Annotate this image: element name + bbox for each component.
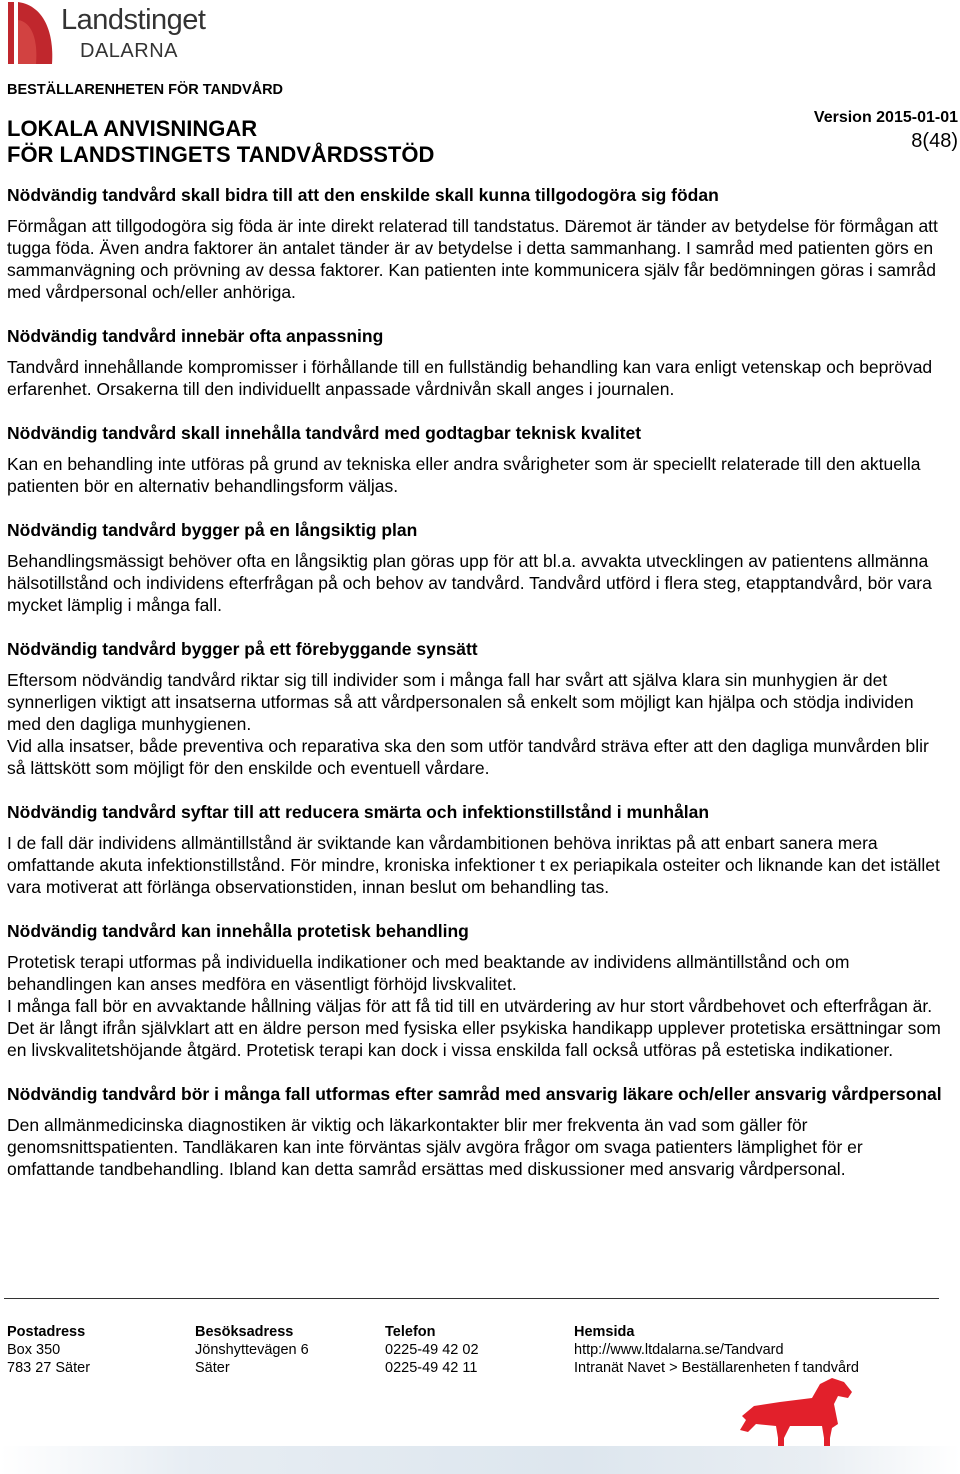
footer-label: Besöksadress [195,1324,294,1340]
section-paragraph: Vid alla insatser, både preventiva och reparativa ska den som utför tandvård sträva efter att den dagliga munvården blir så lättskött som möjligt för den enskilde och eventuell vårdare. [7,736,929,778]
section-consultation [7,1083,947,1180]
footer-visit-address [195,1323,309,1377]
section-heading: Nödvändig tandvård bygger på en långsiktig plan [7,520,418,540]
landstinget-logo [6,0,206,68]
section-heading: Nödvändig tandvård skall innehålla tandvård med godtagbar teknisk kvalitet [7,423,642,443]
footer-value: 0225-49 42 02 [385,1342,479,1358]
website-link[interactable]: http://www.ltdalarna.se/Tandvard [574,1342,784,1358]
intranet-path: Intranät Navet > Beställarenheten f tandvård [574,1360,859,1376]
landstinget-dalarna-logo-icon [6,0,58,68]
document-title [7,116,434,168]
section-heading: Nödvändig tandvård skall bidra till att den enskilde skall kunna tillgodogöra sig födan [7,185,719,205]
decorative-footer-band [0,1446,960,1474]
footer-value: Jönshyttevägen 6 [195,1342,309,1358]
footer-value: 0225-49 42 11 [385,1360,478,1376]
footer-label: Telefon [385,1324,436,1340]
section-paragraph: I många fall bör en avvaktande hållning väljas för att få tid till en utvärdering av hur stort vårdbehovet och efterfrågan är. [7,996,933,1016]
footer-postal-address [7,1323,90,1377]
title-line-1: LOKALA ANVISNINGAR [7,116,258,141]
document-body [7,184,947,1202]
section-heading: Nödvändig tandvård kan innehålla protetisk behandling [7,921,469,941]
section-paragraph: Tandvård innehållande kompromisser i förhållande till en fullständig behandling kan vara enligt vetenskap och beprövad erfarenhet. Orsakerna till den individuellt anpassade vårdnivån skall anges i journalen. [7,357,933,399]
footer-value: Box 350 [7,1342,61,1358]
dala-horse-icon [720,1376,870,1454]
footer-phone [385,1323,479,1377]
footer-value: Säter [195,1360,230,1376]
section-technical-quality [7,422,947,497]
section-paragraph: Protetisk terapi utformas på individuella indikationer och med beaktande av individens allmäntillstånd och om behandlingen kan anses medföra en väsentligt förhöjd livskvalitet. [7,952,850,994]
section-prosthetic [7,920,947,1061]
section-paragraph: Behandlingsmässigt behöver ofta en långsiktig plan göras upp för att bl.a. avvakta utvecklingen av patientens allmänna hälsotillstånd och individens efterfrågan på och behov av tandvård. Tandvård utförd i flera steg, etapptandvård, bör vara mycket lämplig i många fall. [7,551,932,615]
section-paragraph: Förmågan att tillgodogöra sig föda är inte direkt relaterad till tandstatus. Däremot är tänder av betydelse för förmågan att tugga föda. Även andra faktorer än antalet tänder är av betydelse i detta sammanhang. I samråd med patienten görs en sammanvägning och prövning av dessa faktorer. Kan patienten inte kommunicera själv får bedömningen göras i samråd med vårdpersonal och/eller anhöriga. [7,216,938,302]
section-paragraph: I de fall där individens allmäntillstånd är sviktande kan vårdambitionen behöva inriktas på att enbart sanera mera omfattande akuta infektionstillstånd. För mindre, kroniska infektioner t ex periapikala osteiter och liknande kan det istället vara motiverat att förlänga observationstiden, innan beslut om behandling tas. [7,833,940,897]
section-heading: Nödvändig tandvård innebär ofta anpassning [7,326,384,346]
section-paragraph: Eftersom nödvändig tandvård riktar sig till individer som i många fall har svårt att själva klara sin munhygien är det synnerligen viktigt att insatserna utformas så att vårdpersonalen så enkelt som möjligt kan hjälpa och stödja individen med den dagliga munhygienen. [7,670,914,734]
footer-label: Postadress [7,1324,86,1340]
section-long-term-plan [7,519,947,616]
version-label: Version 2015-01-01 [813,109,958,126]
section-preventive [7,638,947,779]
footer-divider [4,1298,939,1299]
footer-website [574,1323,859,1377]
footer-label: Hemsida [574,1324,635,1340]
section-paragraph: Kan en behandling inte utföras på grund av tekniska eller andra svårigheter som är speciellt relaterade till den aktuella patienten bör en alternativ behandlingsform väljas. [7,454,921,496]
section-food-intake [7,184,947,303]
section-heading: Nödvändig tandvård bygger på ett förebyggande synsätt [7,639,478,659]
logo-name: Landstinget [61,4,206,36]
section-heading: Nödvändig tandvård syftar till att reducera smärta och infektionstillstånd i munhålan [7,802,710,822]
section-heading: Nödvändig tandvård bör i många fall utformas efter samråd med ansvarig läkare och/eller ansvarig vårdpersonal [7,1084,942,1104]
logo-region: DALARNA [80,40,178,62]
title-line-2: FÖR LANDSTINGETS TANDVÅRDSSTÖD [7,142,435,167]
section-paragraph: Den allmänmedicinska diagnostiken är viktig och läkarkontakter blir mer frekventa än vad som gäller för genomsnittspatienten. Tandläkaren kan inte förväntas själv avgöra frågor om svaga patienters lämplighet för er omfattande tandbehandling. Ibland kan detta samråd ersättas med diskussioner med ansvarig vårdpersonal. [7,1115,863,1179]
footer-value: 783 27 Säter [7,1360,91,1376]
page-number: 8(48) [911,130,958,152]
section-paragraph: Det är långt ifrån självklart att en äldre person med fysiska eller psykiska handikapp upplever protetiska ersättningar som en livskvalitetshöjande åtgärd. Protetisk terapi kan dock i vissa enskilda fall också utföras på estetiska indikationer. [7,1018,941,1060]
section-pain-infection [7,801,947,898]
department-name: BESTÄLLARENHETEN FÖR TANDVÅRD [7,82,284,98]
section-adaptation [7,325,947,400]
